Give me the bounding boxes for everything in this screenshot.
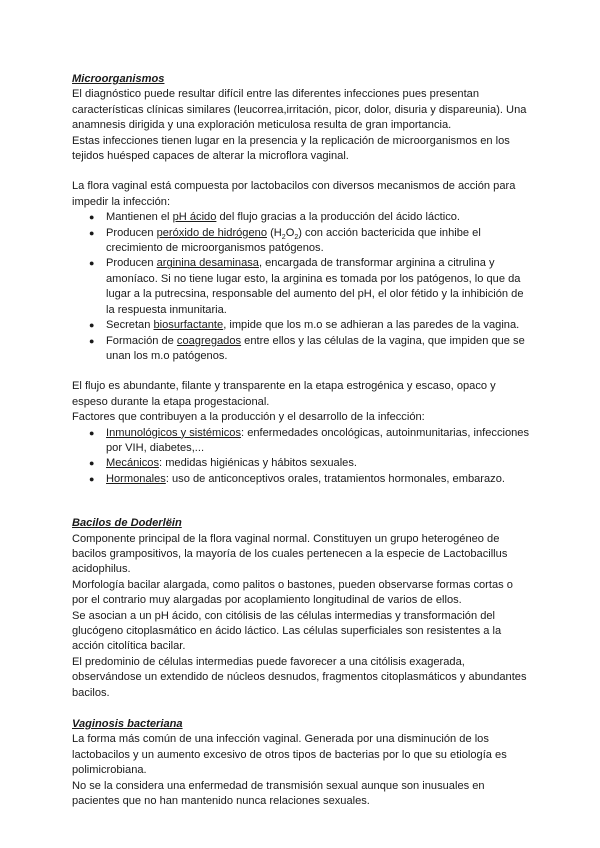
paragraph-transmision: No se la considera una enfermedad de transmisión sexual aunque son inusuales en pacientes que no han mantenido nunca relaciones sexuales. — [72, 779, 485, 808]
formula-text: O — [285, 226, 295, 239]
list-item-term: Hormonales — [106, 472, 166, 485]
paragraph-flora-vaginal: La flora vaginal está compuesta por lactobacilos con diversos mecanismos de acción para impedir la infección: — [72, 180, 516, 208]
list-item-peroxido — [106, 226, 530, 257]
list-item-term: coagregados — [176, 334, 242, 347]
list-item-mecanicos — [106, 456, 530, 471]
section-title-microorganismos: Microorganismos — [72, 73, 165, 85]
list-item-term: Inmunológicos y sistémicos — [106, 426, 242, 439]
list-item-coagregados — [106, 334, 530, 365]
list-item-text: Secretan — [106, 319, 154, 332]
section-bacilos-doderlein — [72, 516, 530, 701]
list-item-text: : enfermedades oncológicas, autoinmunitarias, infecciones por VIH, diabetes,... — [106, 426, 530, 454]
paragraph-predominio: El predominio de células intermedias puede favorecer a una citólisis exagerada, observándose un extendido de núcleos desnudos, fragmentos citoplasmáticos y abundantes bacilos. — [72, 655, 527, 699]
list-item-text: Producen — [106, 226, 157, 239]
section-title-doderlein: Bacilos de Doderlëin — [72, 517, 182, 530]
list-item-term: arginina desaminasa — [156, 257, 259, 270]
list-item-text: del flujo gracias a la producción del ácido láctico. — [216, 211, 460, 224]
list-item-ph-acido — [106, 210, 530, 225]
list-item-inmunologicos — [106, 426, 530, 457]
list-item-text: : medidas higiénicas y hábitos sexuales. — [159, 457, 357, 470]
formula-text: (H — [267, 226, 282, 239]
section-microorganismos — [72, 72, 530, 487]
formula-subscript: 2 — [294, 233, 299, 241]
list-item-term: pH ácido — [172, 211, 217, 224]
list-item-text: ) con acción bactericida que inhibe el crecimiento de microorganismos patógenos. — [106, 226, 481, 255]
list-item-text: Mantienen el — [106, 211, 173, 224]
paragraph-infecciones: Estas infecciones tienen lugar en la presencia y la replicación de microorganismos en los tejidos huésped capaces de alterar la microflora vaginal. — [72, 134, 510, 163]
list-item-text: Formación de — [106, 334, 177, 347]
paragraph-morfologia: Morfología bacilar alargada, como palitos o bastones, pueden observarse formas cortas o por el contrario muy alargadas por acoplamiento longitudinal de varios de ellos. — [72, 578, 513, 607]
list-item-arginina — [106, 256, 530, 318]
list-item-biosurfactante — [106, 318, 530, 333]
paragraph-factores: Factores que contribuyen a la producción y el desarrollo de la infección: — [72, 411, 425, 424]
list-item-term: Mecánicos — [106, 457, 160, 470]
paragraph-diagnostico: El diagnóstico puede resultar difícil entre las diferentes infecciones pues presentan características clínicas similares (leucorrea,irritación, picor, dolor, disuria y dispareunia). Una anamnesis dirigida y una exploración meticulosa resulta de gran importancia. — [72, 88, 527, 132]
list-item-text: , encargada de transformar arginina a citrulina y amoníaco. Si no tiene lugar esto, la arginina es tomada por los patógenos, lo que da lugar a la putrecsina, responsable del aumento del pH, el olor fétido y la inhibición de la respuesta inmunitaria. — [106, 257, 524, 316]
formula-subscript: 2 — [281, 233, 286, 241]
list-item-text: : uso de anticonceptivos orales, tratamientos hormonales, embarazo. — [165, 472, 505, 485]
list-item-text: entre ellos y las células de la vagina, que impiden que se unan los m.o patógenos. — [106, 334, 525, 362]
section-title-vaginosis: Vaginosis bacteriana — [72, 718, 183, 731]
list-item-text: Producen — [106, 257, 157, 270]
section-vaginosis-bacteriana — [72, 717, 530, 809]
paragraph-ph-acido: Se asocian a un pH ácido, con citólisis de las células intermedias y transformación del glucógeno citoplasmático en ácido láctico. Las células superficiales son resistentes a la acción citolítica bacilar. — [72, 609, 502, 653]
paragraph-forma-comun: La forma más común de una infección vaginal. Generada por una disminución de los lactobacilos y un aumento excesivo de otros tipos de bacterias por lo que su etiología es polimicrobiana. — [72, 733, 507, 777]
paragraph-componente: Componente principal de la flora vaginal normal. Constituyen un grupo heterogéneo de bacilos grampositivos, la mayoría de los cuales pertenecen a la especie de Lactobacillus acidophilus. — [72, 532, 508, 576]
list-factores — [72, 426, 530, 488]
paragraph-flujo: El flujo es abundante, filante y transparente en la etapa estrogénica y escaso, opaco y espeso durante la etapa progestacional. — [72, 380, 496, 408]
list-item-hormonales — [106, 472, 530, 487]
list-item-term: peróxido de hidrógeno — [156, 226, 267, 239]
list-item-text: , impide que los m.o se adhieran a las paredes de la vagina. — [223, 319, 520, 332]
list-item-term: biosurfactante — [153, 319, 224, 332]
list-mecanismos — [72, 210, 530, 364]
